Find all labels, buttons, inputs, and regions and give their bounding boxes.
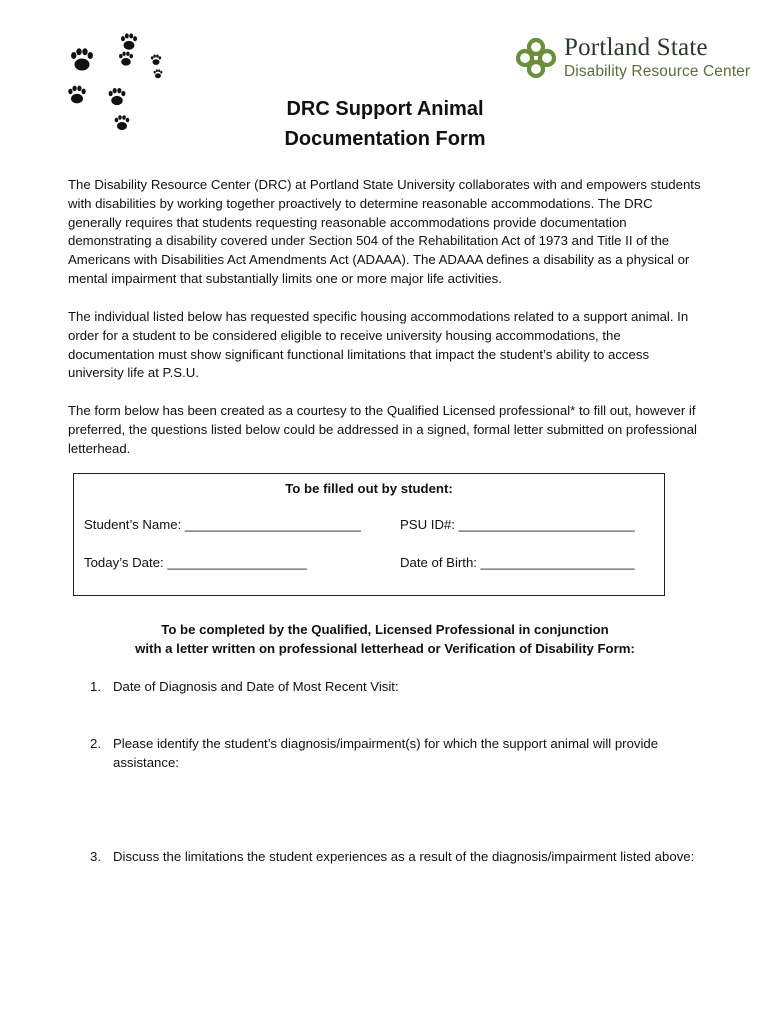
question-text: Please identify the student’s diagnosis/impairment(s) for which the support animal will provide assistance: bbox=[113, 736, 659, 770]
portland-state-logo bbox=[514, 34, 754, 84]
question-3 bbox=[90, 847, 700, 866]
question-text: Date of Diagnosis and Date of Most Recent Visit: bbox=[113, 679, 399, 694]
intro-paragraph: The Disability Resource Center (DRC) at Portland State University collaborates with and empowers students with disabilities by working together proactively to determine reasonable accommodations. The DRC generally requires that students requesting reasonable accommodations provide documentation demonstrating a disability covered under Section 504 of the Rehabilitation Act of 1973 and Title II of the Americans with Disabilities Act Amendments Act (ADAAA). The ADAAA defines a disability as a physical or mental impairment that substantially limits one or more major life activities. bbox=[68, 177, 701, 286]
question-1 bbox=[90, 677, 700, 696]
student-name-field[interactable]: Student’s Name: ________________________ bbox=[84, 517, 361, 532]
student-info-box bbox=[73, 473, 665, 596]
logo-name: Portland State bbox=[564, 34, 708, 61]
title-line-1: DRC Support Animal bbox=[286, 98, 484, 120]
student-box-title: To be filled out by student: bbox=[285, 481, 453, 496]
question-text: Discuss the limitations the student experiences as a result of the diagnosis/impairment listed above: bbox=[113, 849, 695, 864]
question-2 bbox=[90, 734, 700, 772]
page-title bbox=[0, 94, 770, 154]
todays-date-field[interactable]: Today’s Date: ___________________ bbox=[84, 555, 307, 570]
date-of-birth-field[interactable]: Date of Birth: _____________________ bbox=[400, 555, 635, 570]
question-number: 2. bbox=[90, 736, 101, 751]
courtesy-paragraph: The form below has been created as a courtesy to the Qualified Licensed professional* to fill out, however if preferred, the questions listed below could be addressed in a signed, formal letter submitted on professional letterhead. bbox=[68, 403, 697, 456]
instructions-line-2: with a letter written on professional letterhead or Verification of Disability Form: bbox=[135, 641, 635, 656]
psu-logo-icon bbox=[514, 36, 558, 80]
instructions-line-1: To be completed by the Qualified, Licensed Professional in conjunction bbox=[161, 622, 609, 637]
housing-paragraph: The individual listed below has requested specific housing accommodations related to a support animal. In order for a student to be considered eligible to receive university housing accommodations, the documentation must show significant functional limitations that impact the student’s ability to access university life at P.S.U. bbox=[68, 309, 689, 381]
logo-subtitle: Disability Resource Center bbox=[564, 63, 751, 80]
question-number: 3. bbox=[90, 849, 101, 864]
title-line-2: Documentation Form bbox=[284, 128, 486, 150]
psu-id-field[interactable]: PSU ID#: ________________________ bbox=[400, 517, 635, 532]
professional-instructions bbox=[0, 620, 770, 658]
question-number: 1. bbox=[90, 679, 101, 694]
